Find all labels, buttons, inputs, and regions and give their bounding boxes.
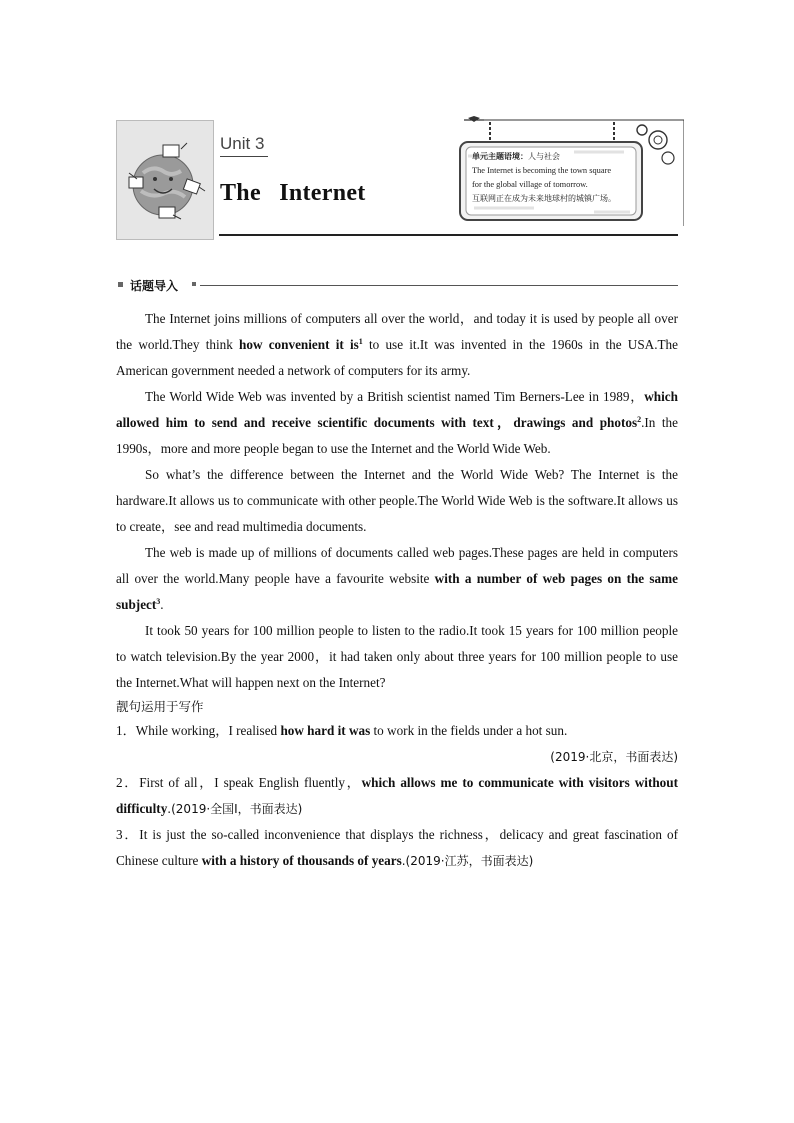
example-1 (116, 718, 678, 744)
globe-computers-illustration (116, 120, 214, 240)
section-label: 话题导入 (130, 279, 179, 293)
bullet-square-icon (192, 282, 196, 286)
highlight-phrase: with a history of thousands of years (201, 853, 402, 868)
theme-context-board (472, 150, 642, 206)
text-span: to use it.It was invented in the 1960s in the USA.The American government needed a network of computers for its army. (116, 337, 678, 378)
paragraph-3: So what’s the difference between the Internet and the World Wide Web? The Internet is the hardware.It allows us to communicate with other people.The World Wide Web is the software.It allows us to create，see and read multimedia documents. (116, 467, 678, 534)
highlight-phrase: which allows me to communicate with visitors without difficulty (116, 775, 678, 816)
text-span: The World Wide Web was invented by a British scientist named Tim Berners-Lee in 1989， (145, 389, 645, 404)
unit-title: The Internet (220, 180, 366, 206)
highlight-phrase: which allowed him to send and receive scientific documents with text，drawings and photos (116, 389, 678, 430)
text-span: The web is made up of millions of documents called web pages.These pages are held in computers all over the world.Many people have a favourite website (116, 545, 678, 586)
highlight-phrase: how convenient it is (239, 337, 359, 352)
footnote-marker: 3 (156, 597, 161, 606)
example-3 (116, 822, 678, 874)
unit-header (116, 120, 678, 238)
header-rule (219, 234, 678, 236)
board-theme: 人与社会 (528, 152, 560, 161)
reading-passage (116, 306, 678, 874)
example-3-source: .(2019·江苏，书面表达) (401, 854, 534, 868)
example-2 (116, 770, 678, 822)
writing-subtitle: 靓句运用于写作 (116, 699, 204, 714)
board-line-3: 互联网正在成为未来地球村的城镇广场。 (472, 194, 616, 203)
text-span: .In the 1990s，more and more people began to use the Internet and the World Wide Web. (116, 415, 678, 456)
footnote-marker: 2 (637, 415, 642, 424)
text-span: to work in the fields under a hot sun. (370, 723, 568, 738)
paragraph-2 (116, 384, 678, 462)
unit-underline (220, 156, 268, 157)
text-span: 3．It is just the so-called inconvenience that displays the richness，delicacy and great fascination of Chinese culture (116, 827, 678, 868)
board-label: 单元主题语境： (472, 152, 528, 161)
text-span: 2．First of all，I speak English fluently， (116, 775, 362, 790)
highlight-phrase: how hard it was (280, 723, 371, 738)
section-heading (116, 276, 678, 296)
unit-number: Unit 3 (220, 134, 265, 153)
text-span: . (160, 597, 164, 612)
board-line-1: The Internet is becoming the town square (472, 166, 612, 175)
example-2-source: .(2019·全国Ⅰ，书面表达) (167, 802, 303, 816)
globe-icon (117, 121, 213, 239)
text-span: 1．While working，I realised (116, 723, 281, 738)
paragraph-5: It took 50 years for 100 million people to listen to the radio.It took 15 years for 100 million people to watch television.By the year 2000，it had taken only about three years for 100 million people to use the Internet.What will happen next on the Internet? (116, 623, 678, 690)
board-line-2: for the global village of tomorrow. (472, 180, 588, 189)
section-rule (200, 285, 678, 286)
example-1-source: (2019·北京，书面表达) (550, 750, 678, 764)
highlight-phrase: with a number of web pages on the same subject (116, 571, 678, 612)
footnote-marker: 1 (358, 337, 363, 346)
text-span: The Internet joins millions of computers all over the world，and today it is used by people all over the world.They think (116, 311, 678, 352)
paragraph-4 (116, 540, 678, 618)
bullet-square-icon (118, 282, 123, 287)
paragraph-1 (116, 306, 678, 384)
